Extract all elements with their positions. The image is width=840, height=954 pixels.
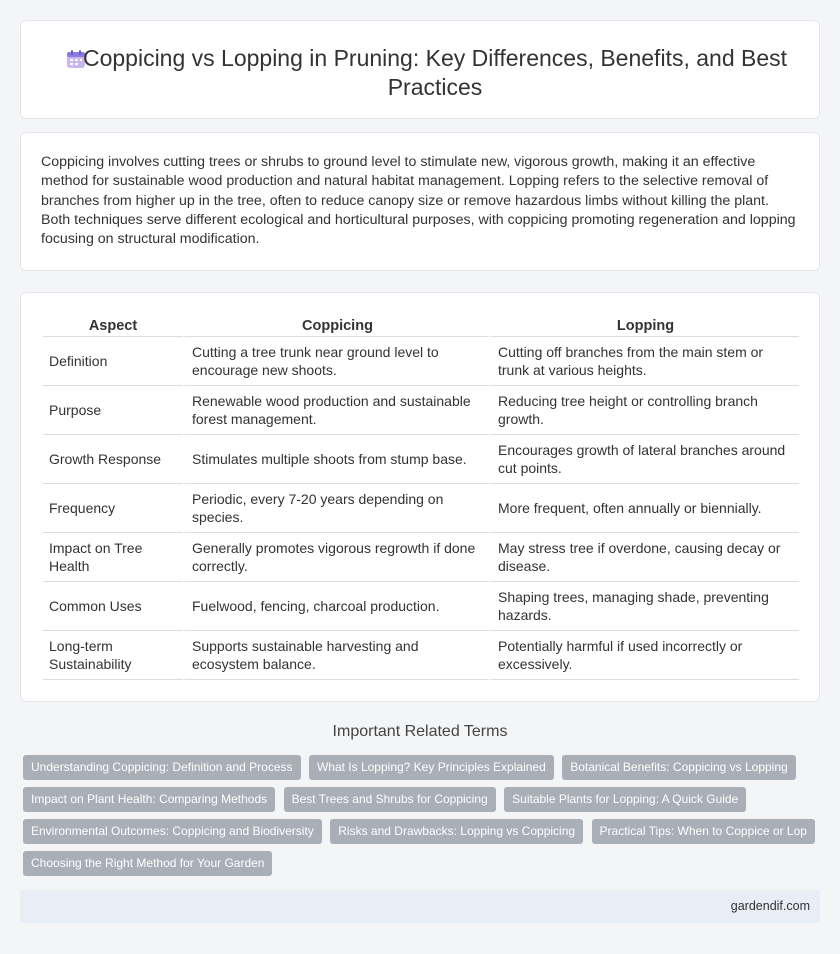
related-term-tag[interactable]: Choosing the Right Method for Your Garden [23,851,272,876]
table-row [43,386,799,435]
row-aspect-cell: Purpose [43,386,183,435]
lopping-cell: Shaping trees, managing shade, preventing hazards. [489,582,799,631]
coppicing-cell: Renewable wood production and sustainable forest management. [183,386,489,435]
coppicing-cell: Periodic, every 7-20 years depending on species. [183,484,489,533]
coppicing-cell: Fuelwood, fencing, charcoal production. [183,582,489,631]
row-aspect-cell: Growth Response [43,435,183,484]
page-title: Coppicing vs Lopping in Pruning: Key Differences, Benefits, and Best Practices [82,45,788,100]
row-aspect-cell: Frequency [43,484,183,533]
related-term-tag[interactable]: Practical Tips: When to Coppice or Lop [592,819,815,844]
related-term-tag[interactable]: Risks and Drawbacks: Lopping vs Coppicing [330,819,583,844]
related-term-tag[interactable]: Environmental Outcomes: Coppicing and Biodiversity [23,819,322,844]
column-header-coppicing: Coppicing [183,317,489,337]
row-aspect-cell: Impact on Tree Health [43,533,183,582]
related-term-tag[interactable]: Botanical Benefits: Coppicing vs Lopping [562,755,795,780]
table-row [43,582,799,631]
coppicing-cell: Generally promotes vigorous regrowth if done correctly. [183,533,489,582]
table-row [43,337,799,386]
table-header-row [43,317,799,337]
related-term-tag[interactable]: Impact on Plant Health: Comparing Methods [23,787,275,812]
lopping-cell: Reducing tree height or controlling branch growth. [489,386,799,435]
coppicing-cell: Supports sustainable harvesting and ecosystem balance. [183,631,489,680]
related-term-tag[interactable]: Suitable Plants for Lopping: A Quick Guide [504,787,746,812]
row-aspect-cell: Common Uses [43,582,183,631]
related-terms-heading: Important Related Terms [332,723,508,740]
lopping-cell: Cutting off branches from the main stem or trunk at various heights. [489,337,799,386]
coppicing-cell: Cutting a tree trunk near ground level to encourage new shoots. [183,337,489,386]
lopping-cell: Encourages growth of lateral branches around cut points. [489,435,799,484]
related-term-tag[interactable]: Best Trees and Shrubs for Coppicing [284,787,496,812]
lopping-cell: May stress tree if overdone, causing decay or disease. [489,533,799,582]
lopping-cell: More frequent, often annually or biennially. [489,484,799,533]
table-row [43,484,799,533]
header-card [20,20,820,119]
column-header-aspect: Aspect [43,317,183,337]
row-aspect-cell: Definition [43,337,183,386]
related-term-tag[interactable]: Understanding Coppicing: Definition and Process [23,755,301,780]
footer-site-link[interactable]: gardendif.com [730,899,810,913]
coppicing-cell: Stimulates multiple shoots from stump base. [183,435,489,484]
lopping-cell: Potentially harmful if used incorrectly or excessively. [489,631,799,680]
table-row [43,435,799,484]
related-terms-list [23,755,823,883]
comparison-table [43,317,799,680]
intro-card [20,132,820,271]
column-header-lopping: Lopping [489,317,799,337]
footer [20,890,820,923]
intro-paragraph: Coppicing involves cutting trees or shrubs to ground level to stimulate new, vigorous growth, making it an effective method for sustainable wood production and natural habitat management. Lopping refers to the selective removal of branches from higher up in the tree, often to reduce canopy size or remove hazardous limbs without killing the plant. Both techniques serve different ecological and horticultural purposes, with coppicing promoting regeneration and lopping focusing on structural modification. [41,154,796,248]
table-row [43,631,799,680]
related-term-tag[interactable]: What Is Lopping? Key Principles Explained [309,755,554,780]
row-aspect-cell: Long-term Sustainability [43,631,183,680]
comparison-table-card [20,292,820,702]
table-row [43,533,799,582]
